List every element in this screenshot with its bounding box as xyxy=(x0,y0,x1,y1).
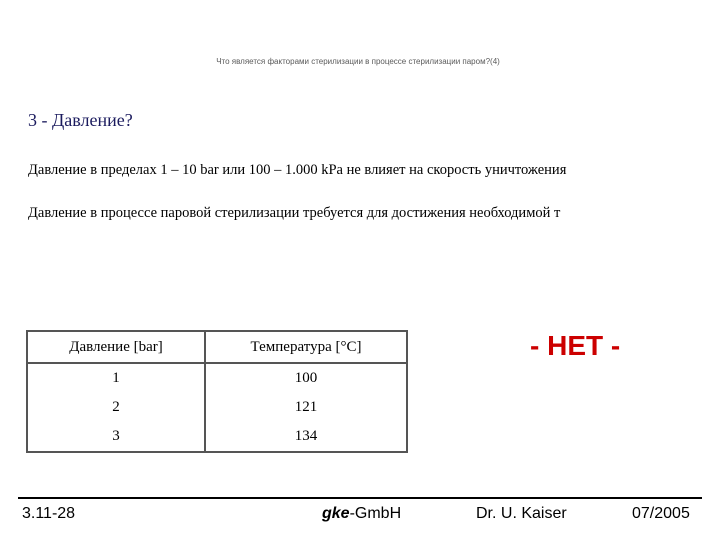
table-cell-temperature: 100 xyxy=(205,363,407,393)
table-cell-pressure: 1 xyxy=(27,363,205,393)
footer-slide-code: 3.11-28 xyxy=(22,505,76,522)
section-heading: 3 - Давление? xyxy=(28,110,133,130)
table-header-temperature: Температура [°C] xyxy=(205,331,407,363)
body-text-line-2: Давление в процессе паровой стерилизации требуется для достижения необходимой т xyxy=(28,205,561,221)
table-row xyxy=(27,363,407,393)
table-cell-temperature: 134 xyxy=(205,422,407,452)
table-row xyxy=(27,393,407,422)
table-cell-temperature: 121 xyxy=(205,393,407,422)
table-row xyxy=(27,422,407,452)
verdict-label: - НЕТ - xyxy=(530,330,621,361)
body-text-line-1: Давление в пределах 1 – 10 bar или 100 – 1.000 kPa не влияет на скорость уничтожения xyxy=(28,162,567,178)
footer-divider xyxy=(18,497,702,499)
footer-company-brand: gke xyxy=(322,505,350,522)
table-cell-pressure: 2 xyxy=(27,393,205,422)
table-cell-pressure: 3 xyxy=(27,422,205,452)
footer-date: 07/2005 xyxy=(632,505,690,522)
footer-author: Dr. U. Kaiser xyxy=(476,505,567,522)
pressure-temperature-table xyxy=(26,330,408,453)
table-header-row xyxy=(27,331,407,363)
footer-company-suffix: -GmbH xyxy=(349,505,402,522)
table-header-pressure: Давление [bar] xyxy=(27,331,205,363)
footer-company xyxy=(322,505,401,523)
slide-caption: Что является факторами стерилизации в процессе стерилизации паром?(4) xyxy=(216,57,500,66)
